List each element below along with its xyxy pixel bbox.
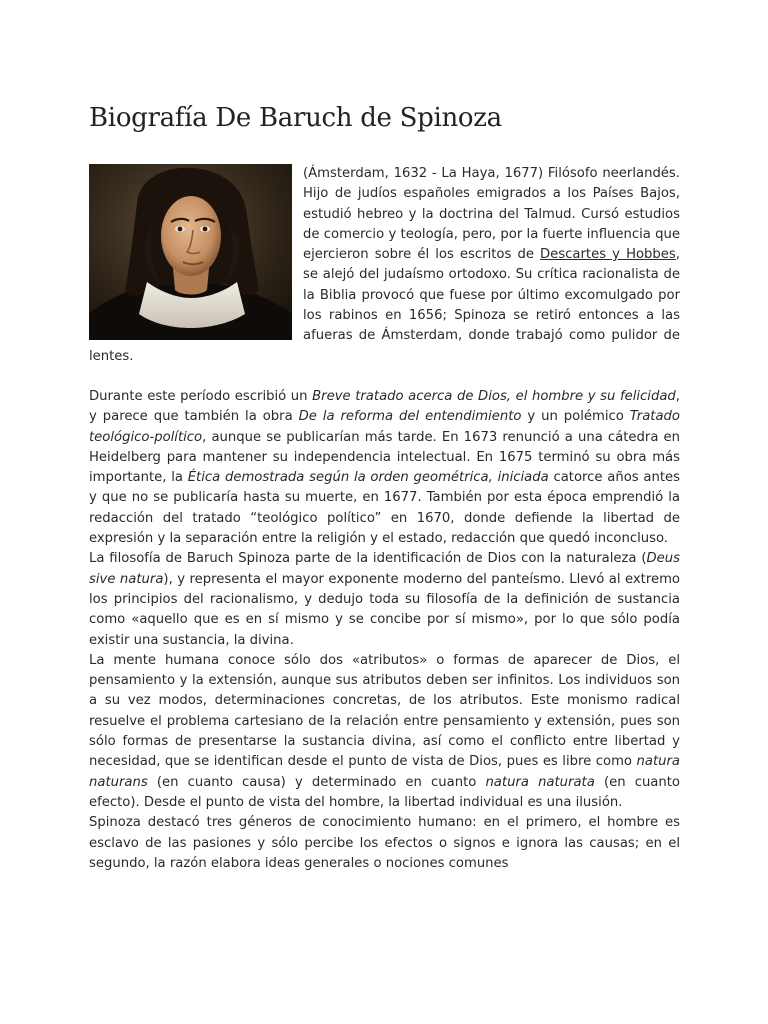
text-run: , y parece que también la obra xyxy=(89,388,680,425)
page-title: Biografía De Baruch de Spinoza xyxy=(89,103,502,133)
text-run: , se alejó del judaísmo ortodoxo. Su crítica racionalista de la Biblia provocó que fuese por último excomulgado por los rabinos en 1656; Spinoza se retiró entonces a las afueras de Ámsterdam, donde trabajó como pulidor de lentes. xyxy=(89,247,680,364)
paragraph-knowledge xyxy=(89,813,680,874)
text-run: ), y representa el mayor exponente moderno del panteísmo. Llevó al extremo los principios del racionalismo, y dedujo toda su filosofía de la definición de sustancia como «aquello que es en sí mismo y se concibe por sí mismo», por lo que sólo podía existir una sustancia, la divina. xyxy=(89,571,681,648)
text-run: Spinoza destacó tres géneros de conocimiento humano: en el primero, el hombre es esclavo de las pasiones y sólo percibe los efectos o signos e ignora las causas; en el segundo, la razón elabora ideas generales o nociones comunes xyxy=(89,815,680,871)
text-run: La filosofía de Baruch Spinoza parte de la identificación de Dios con la naturaleza ( xyxy=(89,551,647,567)
text-run: catorce años antes y que no se publicaría hasta su muerte, en 1677. También por esta época emprendió la redacción del tratado “teológico político” en 1670, donde defiende la libertad de expresión y la separación entre la religión y el estado, redacción que quedó inconcluso. xyxy=(89,470,680,547)
italic-title: Ética demostrada según la orden geométrica, iniciada xyxy=(187,470,549,486)
italic-title: De la reforma del entendimiento xyxy=(298,409,522,425)
portrait-image xyxy=(89,164,292,340)
italic-term: Deus sive natura xyxy=(89,551,680,587)
descartes-hobbes-link[interactable]: Descartes y Hobbes xyxy=(540,247,676,263)
text-run: (en cuanto efecto). Desde el punto de vista del hombre, la libertad individual es una ilusión. xyxy=(89,774,680,810)
text-run: Durante este período escribió un xyxy=(89,388,313,404)
italic-title: Breve tratado acerca de Dios, el hombre y su felicidad xyxy=(312,388,676,404)
paragraph-philosophy xyxy=(89,549,680,650)
text-run: La mente humana conoce sólo dos «atributos» o formas de aparecer de Dios, el pensamiento y la extensión, aunque sus atributos deben ser infinitos. Los individuos son a su vez modos, determinaciones concretas, de los atributos. Este monismo radical resuelve el problema cartesiano de la relación entre pensamiento y extensión, pues son sólo formas de presentarse la sustancia divina, así como el conflicto entre libertad y necesidad, que se identifican desde el punto de vista de Dios, pues es libre como xyxy=(89,652,680,770)
italic-term: natura naturans xyxy=(89,754,680,790)
text-run: , aunque se publicarían más tarde. En 1673 renunció a una cátedra en Heidelberg para mantener su independencia intelectual. En 1675 terminó su obra más importante, la xyxy=(89,429,680,486)
paragraph-mind xyxy=(89,651,680,813)
italic-term: natura naturata xyxy=(485,774,595,790)
text-run: (en cuanto causa) y determinado en cuanto xyxy=(147,774,486,790)
paragraph-works xyxy=(89,387,680,549)
article-body xyxy=(89,164,680,874)
italic-title: Tratado teológico-político xyxy=(89,409,680,445)
text-run: y un polémico xyxy=(521,409,630,425)
text-run: (Ámsterdam, 1632 - La Haya, 1677) Filósofo neerlandés. Hijo de judíos españoles emigrados a los Países Bajos, estudió hebreo y la doctrina del Talmud. Cursó estudios de comercio y teología, pero, por la fuerte influencia que ejercieron sobre él los escritos de xyxy=(303,166,680,263)
